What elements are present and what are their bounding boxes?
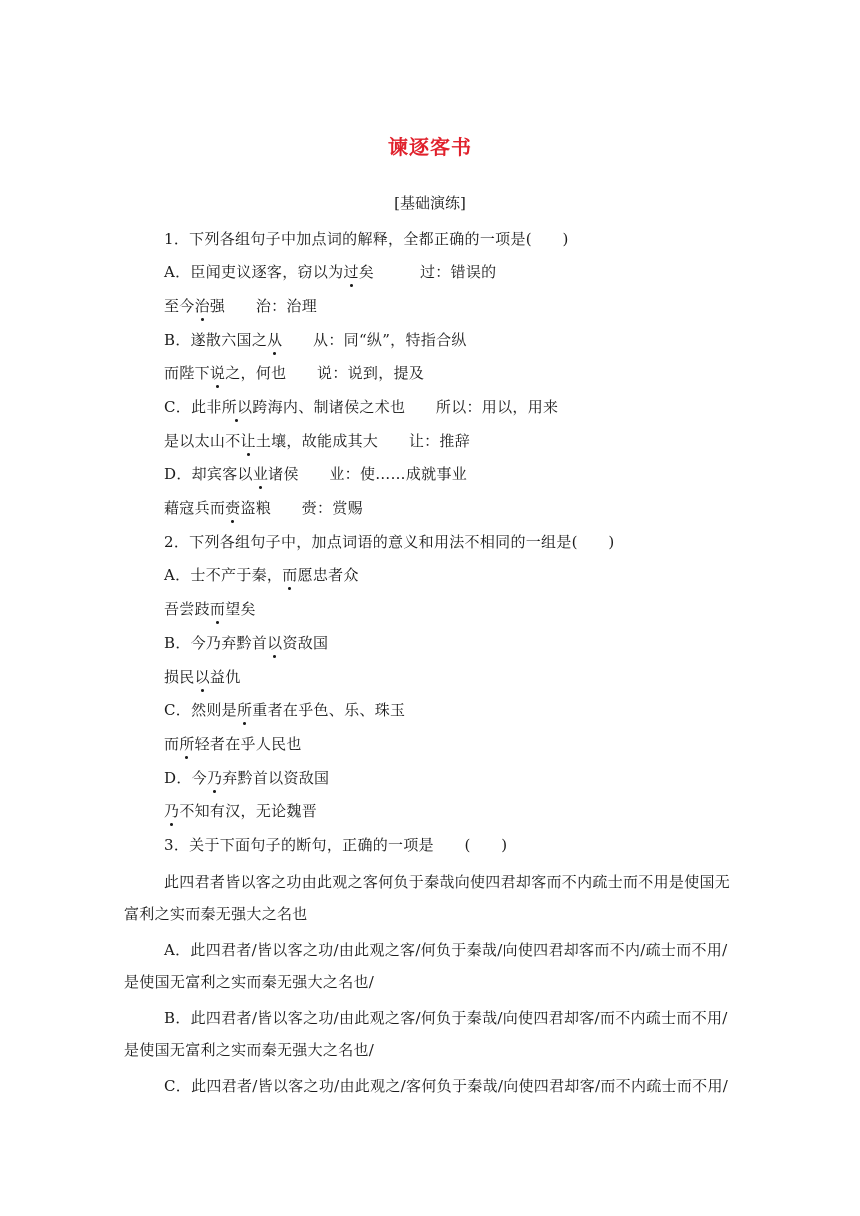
dotted-word: 治 (194, 297, 210, 315)
dotted-word: 过 (343, 263, 359, 281)
question-3-stem: 3．关于下面句子的断句，正确的一项是 ( ) (164, 836, 508, 854)
dotted-word: 乃 (206, 769, 223, 787)
q2-option-b-line-2: 损民以益仇 (164, 668, 241, 686)
dotted-word: 以 (267, 634, 283, 652)
q3-option-b-line-1: B．此四君者/皆以客之功/由此观之客/何负于秦哉/向使四君却客/而不内疏士而不用/ (164, 1009, 728, 1027)
q1-option-d-line-1: D．却宾客以业诸侯 业：使……成就事业 (164, 465, 468, 483)
q1-option-c-line-1: C．此非所以跨海内、制诸侯之术也 所以：用以，用来 (164, 398, 559, 416)
q3-option-b-line-2: 是使国无富利之实而秦无强大之名也/ (124, 1041, 375, 1059)
q1-option-c-line-2: 是以太山不让土壤，故能成其大 让：推辞 (164, 432, 471, 450)
question-2-stem: 2．下列各组句子中，加点词语的意义和用法不相同的一组是( ) (164, 533, 615, 551)
dotted-word: 从 (267, 331, 283, 349)
dotted-word: 而 (282, 566, 298, 584)
q1-option-d-line-2: 藉寇兵而赍盗粮 赍：赏赐 (164, 499, 363, 517)
q3-option-a-line-1: A．此四君者/皆以客之功/由此观之客/何负于秦哉/向使四君却客而不内/疏士而不用/ (164, 941, 728, 959)
q3-option-a-line-2: 是使国无富利之实而秦无强大之名也/ (124, 973, 375, 991)
dotted-word: 所 (179, 735, 195, 753)
q1-option-a-line-2: 至今治强 治：治理 (164, 297, 318, 315)
q2-option-d-line-1: D．今乃弃黔首以资敌国 (164, 769, 330, 787)
q2-option-a-line-2: 吾尝跂而望矣 (164, 600, 256, 618)
dotted-word: 所以 (221, 398, 253, 416)
dotted-word: 而 (209, 600, 226, 618)
question-1-stem: 1．下列各组句子中加点词的解释，全都正确的一项是( ) (164, 230, 569, 248)
q2-option-a-line-1: A．士不产于秦，而愿忠者众 (164, 566, 359, 584)
dotted-word: 所 (236, 701, 253, 719)
q2-option-c-line-2: 而所轻者在乎人民也 (164, 735, 302, 753)
dotted-word: 乃 (164, 802, 180, 820)
q1-option-b-line-1: B．遂散六国之从 从：同“纵”，特指合纵 (164, 331, 467, 349)
section-heading: [基础演练] (394, 194, 466, 212)
page-title: 谏逐客书 (388, 135, 472, 159)
dotted-word: 让 (240, 432, 256, 450)
q3-passage-line-2: 富利之实而秦无强大之名也 (124, 905, 308, 923)
dotted-word: 赍 (225, 499, 241, 517)
dotted-word: 业 (252, 465, 269, 483)
q3-option-c-line-1: C．此四君者/皆以客之功/由此观之/客何负于秦哉/向使四君却客/而不内疏士而不用/ (164, 1077, 729, 1095)
q1-option-a-line-1: A．臣闻吏议逐客，窃以为过矣 过：错误的 (164, 263, 497, 281)
q3-passage-line-1: 此四君者皆以客之功由此观之客何负于秦哉向使四君却客而不内疏士而不用是使国无 (164, 873, 731, 891)
q2-option-c-line-1: C．然则是所重者在乎色、乐、珠玉 (164, 701, 406, 719)
q2-option-b-line-1: B．今乃弃黔首以资敌国 (164, 634, 329, 652)
q2-option-d-line-2: 乃不知有汉，无论魏晋 (164, 802, 318, 820)
dotted-word: 以 (194, 668, 210, 686)
dotted-word: 说 (209, 364, 226, 382)
q1-option-b-line-2: 而陛下说之，何也 说：说到，提及 (164, 364, 425, 382)
